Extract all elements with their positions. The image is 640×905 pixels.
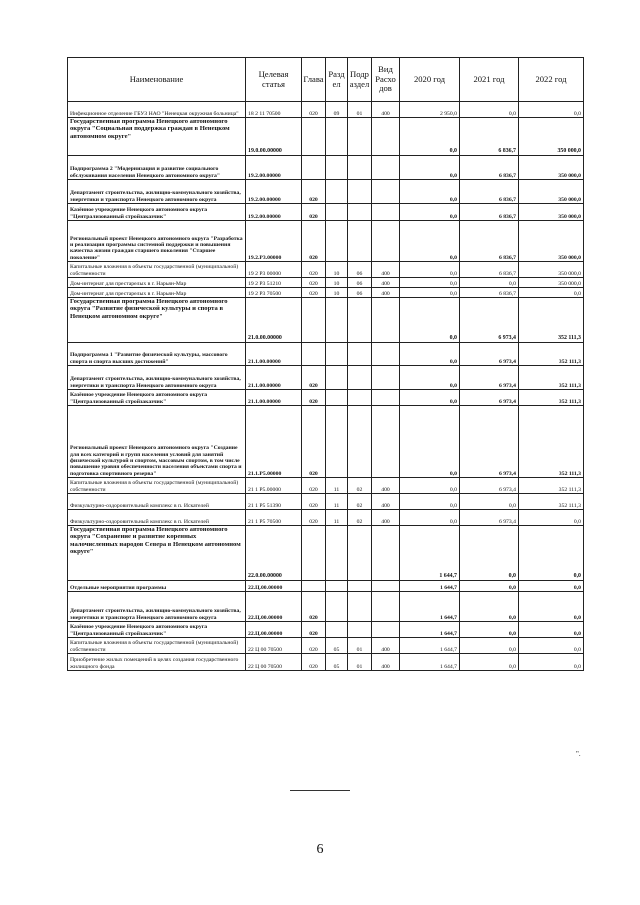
header-name: Наименование — [68, 58, 246, 102]
cell-section — [326, 390, 348, 406]
closing-quote-mark: ". — [576, 750, 581, 758]
cell-year-2021: 0,0 — [460, 592, 519, 622]
cell-year-2020: 0,0 — [400, 406, 460, 478]
cell-name: Департамент строительства, жилищно-коммунального хозяйства, энергетики и транспорта Ненецкого автономного округа — [68, 366, 246, 390]
cell-year-2022: 350 000,0 — [519, 180, 584, 204]
cell-subsection — [348, 343, 372, 366]
cell-name: Казённое учреждение Ненецкого автономного округа "Централизованный стройзаказчик" — [68, 204, 246, 221]
cell-expense-type — [372, 156, 400, 180]
cell-year-2022: 350 000,0 — [519, 221, 584, 262]
cell-target-article: 19.2.00.00000 — [246, 180, 302, 204]
cell-subsection: 02 — [348, 510, 372, 526]
cell-chapter: 020 — [302, 102, 326, 118]
cell-year-2021: 6 836,7 — [460, 262, 519, 278]
table-row — [68, 478, 584, 494]
cell-year-2022: 350 000,0 — [519, 262, 584, 278]
cell-expense-type — [372, 390, 400, 406]
table-row — [68, 262, 584, 278]
table-row — [68, 510, 584, 526]
cell-year-2021: 6 836,7 — [460, 288, 519, 298]
cell-chapter: 020 — [302, 406, 326, 478]
cell-year-2022: 352 111,3 — [519, 478, 584, 494]
cell-name: Капитальные вложения в объекты государственной (муниципальной) собственности — [68, 262, 246, 278]
cell-chapter — [302, 298, 326, 343]
cell-year-2021: 0,0 — [460, 581, 519, 592]
cell-section — [326, 118, 348, 156]
cell-year-2021: 0,0 — [460, 494, 519, 510]
cell-chapter — [302, 156, 326, 180]
cell-section — [326, 343, 348, 366]
cell-expense-type: 400 — [372, 278, 400, 288]
cell-target-article: 18 2 11 70500 — [246, 102, 302, 118]
cell-chapter — [302, 526, 326, 581]
cell-target-article: 22.Ц.00.00000 — [246, 592, 302, 622]
cell-subsection — [348, 204, 372, 221]
table-row — [68, 204, 584, 221]
cell-expense-type: 400 — [372, 510, 400, 526]
cell-name: Отдельные мероприятия программы — [68, 581, 246, 592]
cell-year-2022: 0,0 — [519, 510, 584, 526]
cell-name: Капитальные вложения в объекты государственной (муниципальной) собственности — [68, 638, 246, 654]
cell-year-2022: 350 000,0 — [519, 156, 584, 180]
cell-target-article: 19 2 P3 70500 — [246, 288, 302, 298]
cell-year-2022: 0,0 — [519, 102, 584, 118]
cell-chapter: 020 — [302, 478, 326, 494]
cell-target-article: 22.Ц.00.00000 — [246, 622, 302, 638]
header-year-2022: 2022 год — [519, 58, 584, 102]
cell-section: 05 — [326, 654, 348, 671]
table-row — [68, 654, 584, 671]
cell-year-2021: 0,0 — [460, 654, 519, 671]
cell-year-2022: 350 000,0 — [519, 204, 584, 221]
cell-year-2022: 0,0 — [519, 622, 584, 638]
table-header-row — [68, 58, 584, 102]
cell-chapter — [302, 581, 326, 592]
cell-section: 09 — [326, 102, 348, 118]
table-row — [68, 278, 584, 288]
cell-year-2020: 0,0 — [400, 494, 460, 510]
cell-year-2020: 0,0 — [400, 221, 460, 262]
cell-chapter: 020 — [302, 390, 326, 406]
cell-expense-type: 400 — [372, 262, 400, 278]
cell-year-2021: 0,0 — [460, 526, 519, 581]
cell-chapter: 020 — [302, 654, 326, 671]
cell-section: 10 — [326, 288, 348, 298]
table-row — [68, 102, 584, 118]
cell-year-2021: 6 973,4 — [460, 343, 519, 366]
cell-chapter: 020 — [302, 180, 326, 204]
table-row — [68, 298, 584, 343]
cell-expense-type: 400 — [372, 494, 400, 510]
cell-subsection — [348, 406, 372, 478]
cell-chapter: 020 — [302, 221, 326, 262]
cell-year-2022: 352 111,3 — [519, 366, 584, 390]
cell-name: Региональный проект Ненецкого автономного округа "Создание для всех категорий и групп населения условий для занятий физической культурой и спортом, массовым спортом, в том числе повышение уровня обеспеченности населения объектами спорта и подготовка спортивного резерва" — [68, 406, 246, 478]
cell-name: Приобретение жилых помещений в целях создания государственного жилищного фонда — [68, 654, 246, 671]
cell-expense-type — [372, 526, 400, 581]
table-row — [68, 288, 584, 298]
cell-expense-type — [372, 221, 400, 262]
cell-target-article: 19.2.00.00000 — [246, 204, 302, 221]
cell-year-2020: 0,0 — [400, 390, 460, 406]
cell-year-2020: 1 644,7 — [400, 622, 460, 638]
table-row — [68, 638, 584, 654]
cell-year-2022: 0,0 — [519, 581, 584, 592]
cell-section: 05 — [326, 638, 348, 654]
cell-expense-type: 400 — [372, 478, 400, 494]
cell-year-2021: 6 836,7 — [460, 204, 519, 221]
cell-year-2021: 0,0 — [460, 622, 519, 638]
cell-section — [326, 180, 348, 204]
cell-chapter: 020 — [302, 494, 326, 510]
cell-target-article: 21 1 P5 70500 — [246, 510, 302, 526]
cell-subsection — [348, 221, 372, 262]
cell-name: Физкультурно-оздоровительный комплекс в п. Искателей — [68, 510, 246, 526]
cell-subsection — [348, 156, 372, 180]
cell-year-2022: 0,0 — [519, 654, 584, 671]
table-row — [68, 118, 584, 156]
cell-subsection: 02 — [348, 478, 372, 494]
cell-target-article: 19.0.00.00000 — [246, 118, 302, 156]
cell-name: Капитальные вложения в объекты государственной (муниципальной) собственности — [68, 478, 246, 494]
cell-subsection: 06 — [348, 262, 372, 278]
cell-year-2022: 0,0 — [519, 288, 584, 298]
cell-subsection — [348, 526, 372, 581]
cell-target-article: 21 1 P5 51390 — [246, 494, 302, 510]
cell-subsection: 01 — [348, 654, 372, 671]
cell-year-2021: 6 836,7 — [460, 180, 519, 204]
cell-year-2021: 0,0 — [460, 102, 519, 118]
cell-subsection: 01 — [348, 638, 372, 654]
cell-year-2020: 0,0 — [400, 180, 460, 204]
cell-target-article: 21 1 P5.00000 — [246, 478, 302, 494]
cell-year-2020: 0,0 — [400, 343, 460, 366]
cell-name: Департамент строительства, жилищно-коммунального хозяйства, энергетики и транспорта Ненецкого автономного округа — [68, 592, 246, 622]
budget-table — [67, 57, 584, 671]
cell-subsection: 02 — [348, 494, 372, 510]
table-body — [68, 102, 584, 671]
cell-target-article: 19.2.P3.00000 — [246, 221, 302, 262]
cell-name: Инфекционное отделение ГБУЗ НАО "Ненецкая окружная больница" — [68, 102, 246, 118]
cell-subsection — [348, 298, 372, 343]
cell-target-article: 19 2 P3 00000 — [246, 262, 302, 278]
header-expense-type: Вид Расхо дов — [372, 58, 400, 102]
cell-year-2020: 0,0 — [400, 204, 460, 221]
cell-expense-type: 400 — [372, 638, 400, 654]
table-row — [68, 526, 584, 581]
header-year-2021: 2021 год — [460, 58, 519, 102]
cell-chapter: 020 — [302, 622, 326, 638]
cell-chapter: 020 — [302, 204, 326, 221]
table-row — [68, 592, 584, 622]
cell-subsection — [348, 366, 372, 390]
page-number: 6 — [316, 842, 324, 857]
table-row — [68, 494, 584, 510]
cell-year-2020: 0,0 — [400, 288, 460, 298]
cell-section — [326, 204, 348, 221]
table-row — [68, 366, 584, 390]
cell-expense-type — [372, 592, 400, 622]
table-row — [68, 622, 584, 638]
cell-year-2021: 6 973,4 — [460, 478, 519, 494]
cell-section — [326, 156, 348, 180]
cell-target-article: 22 Ц 00 70500 — [246, 654, 302, 671]
cell-year-2021: 6 973,4 — [460, 406, 519, 478]
cell-year-2022: 350 000,0 — [519, 278, 584, 288]
cell-subsection — [348, 180, 372, 204]
table-row — [68, 406, 584, 478]
cell-name: Государственная программа Ненецкого автономного округа "Развитие физической культуры и спорта в Ненецком автономном округе" — [68, 298, 246, 343]
cell-section — [326, 526, 348, 581]
cell-chapter: 020 — [302, 638, 326, 654]
footer-divider — [290, 790, 350, 791]
cell-section — [326, 298, 348, 343]
cell-target-article: 21.1.00.00000 — [246, 343, 302, 366]
table-row — [68, 156, 584, 180]
cell-target-article: 22 Ц 00 70500 — [246, 638, 302, 654]
cell-year-2020: 0,0 — [400, 262, 460, 278]
cell-expense-type: 400 — [372, 654, 400, 671]
cell-year-2022: 352 111,3 — [519, 298, 584, 343]
cell-year-2020: 0,0 — [400, 118, 460, 156]
cell-year-2021: 6 973,4 — [460, 366, 519, 390]
table-row — [68, 390, 584, 406]
cell-year-2022: 352 111,3 — [519, 343, 584, 366]
cell-year-2020: 1 644,7 — [400, 592, 460, 622]
header-subsection: Подр аздел — [348, 58, 372, 102]
cell-year-2021: 6 836,7 — [460, 118, 519, 156]
cell-expense-type — [372, 343, 400, 366]
table-row — [68, 221, 584, 262]
cell-target-article: 22.0.00.00000 — [246, 526, 302, 581]
cell-year-2020: 1 644,7 — [400, 526, 460, 581]
cell-year-2022: 350 000,0 — [519, 118, 584, 156]
cell-year-2021: 6 973,4 — [460, 298, 519, 343]
cell-expense-type: 400 — [372, 288, 400, 298]
cell-chapter — [302, 118, 326, 156]
cell-name: Казённое учреждение Ненецкого автономного округа "Централизованный стройзаказчик" — [68, 622, 246, 638]
cell-subsection: 06 — [348, 288, 372, 298]
cell-year-2022: 352 111,3 — [519, 494, 584, 510]
cell-subsection — [348, 581, 372, 592]
cell-year-2021: 6 836,7 — [460, 156, 519, 180]
cell-section — [326, 581, 348, 592]
cell-year-2020: 1 644,7 — [400, 581, 460, 592]
cell-year-2021: 6 973,4 — [460, 390, 519, 406]
cell-subsection: 01 — [348, 102, 372, 118]
cell-chapter: 020 — [302, 366, 326, 390]
cell-subsection — [348, 390, 372, 406]
cell-expense-type — [372, 366, 400, 390]
cell-year-2021: 6 836,7 — [460, 221, 519, 262]
table-row — [68, 343, 584, 366]
cell-section: 10 — [326, 278, 348, 288]
cell-year-2020: 1 644,7 — [400, 654, 460, 671]
cell-year-2020: 0,0 — [400, 156, 460, 180]
cell-section — [326, 406, 348, 478]
header-chapter: Глава — [302, 58, 326, 102]
cell-target-article: 19.2.00.00000 — [246, 156, 302, 180]
cell-target-article: 21.1.P5.00000 — [246, 406, 302, 478]
cell-target-article: 21.1.00.00000 — [246, 366, 302, 390]
cell-year-2021: 6 973,4 — [460, 510, 519, 526]
cell-name: Подпрограмма 2 "Модернизация и развитие социального обслуживания населения Ненецкого автономного округа" — [68, 156, 246, 180]
cell-year-2021: 0,0 — [460, 278, 519, 288]
cell-section: 10 — [326, 262, 348, 278]
cell-year-2022: 0,0 — [519, 638, 584, 654]
cell-subsection — [348, 592, 372, 622]
table-row — [68, 581, 584, 592]
cell-target-article: 19 2 P3 51210 — [246, 278, 302, 288]
cell-expense-type: 400 — [372, 102, 400, 118]
cell-year-2020: 1 644,7 — [400, 638, 460, 654]
cell-year-2022: 352 111,3 — [519, 390, 584, 406]
cell-name: Дом-интернат для престарелых в г. Нарьян-Мар — [68, 288, 246, 298]
cell-subsection — [348, 118, 372, 156]
cell-subsection — [348, 622, 372, 638]
cell-expense-type — [372, 622, 400, 638]
header-target-article: Целевая статья — [246, 58, 302, 102]
cell-expense-type — [372, 204, 400, 221]
cell-name: Региональный проект Ненецкого автономного округа "Разработка и реализация программы системной поддержки и повышения качества жизни граждан старшего поколения "Старшее поколение" — [68, 221, 246, 262]
header-section: Разд ел — [326, 58, 348, 102]
cell-name: Государственная программа Ненецкого автономного округа "Социальная поддержка граждан в Ненецком автономном округе" — [68, 118, 246, 156]
cell-chapter: 020 — [302, 510, 326, 526]
cell-name: Подпрограмма 1 "Развитие физической культуры, массового спорта и спорта высших достижений" — [68, 343, 246, 366]
cell-year-2020: 2 950,0 — [400, 102, 460, 118]
cell-section — [326, 622, 348, 638]
cell-year-2021: 0,0 — [460, 638, 519, 654]
cell-target-article: 21.1.00.00000 — [246, 390, 302, 406]
cell-year-2020: 0,0 — [400, 478, 460, 494]
cell-section — [326, 366, 348, 390]
cell-chapter — [302, 343, 326, 366]
cell-expense-type — [372, 180, 400, 204]
cell-expense-type — [372, 118, 400, 156]
cell-subsection: 06 — [348, 278, 372, 288]
cell-target-article: 22.Ц.00.00000 — [246, 581, 302, 592]
cell-year-2020: 0,0 — [400, 298, 460, 343]
cell-section — [326, 592, 348, 622]
cell-name: Департамент строительства, жилищно-коммунального хозяйства, энергетики и транспорта Ненецкого автономного округа — [68, 180, 246, 204]
cell-chapter: 020 — [302, 262, 326, 278]
table-row — [68, 180, 584, 204]
cell-year-2022: 0,0 — [519, 592, 584, 622]
cell-section — [326, 221, 348, 262]
cell-name: Государственная программа Ненецкого автономного округа "Сохранение и развитие коренных малочисленных народов Севера в Ненецком автономном округе" — [68, 526, 246, 581]
cell-section: 11 — [326, 478, 348, 494]
cell-section: 11 — [326, 510, 348, 526]
cell-name: Физкультурно-оздоровительный комплекс в п. Искателей — [68, 494, 246, 510]
cell-expense-type — [372, 581, 400, 592]
cell-expense-type — [372, 406, 400, 478]
cell-expense-type — [372, 298, 400, 343]
cell-year-2020: 0,0 — [400, 278, 460, 288]
cell-year-2020: 0,0 — [400, 510, 460, 526]
cell-name: Дом-интернат для престарелых в г. Нарьян-Мар — [68, 278, 246, 288]
cell-target-article: 21.0.00.00000 — [246, 298, 302, 343]
cell-year-2022: 352 111,3 — [519, 406, 584, 478]
cell-section: 11 — [326, 494, 348, 510]
header-year-2020: 2020 год — [400, 58, 460, 102]
cell-name: Казённое учреждение Ненецкого автономного округа "Централизованный стройзаказчик" — [68, 390, 246, 406]
cell-chapter: 020 — [302, 288, 326, 298]
cell-chapter: 020 — [302, 592, 326, 622]
cell-year-2022: 0,0 — [519, 526, 584, 581]
cell-year-2020: 0,0 — [400, 366, 460, 390]
cell-chapter: 020 — [302, 278, 326, 288]
